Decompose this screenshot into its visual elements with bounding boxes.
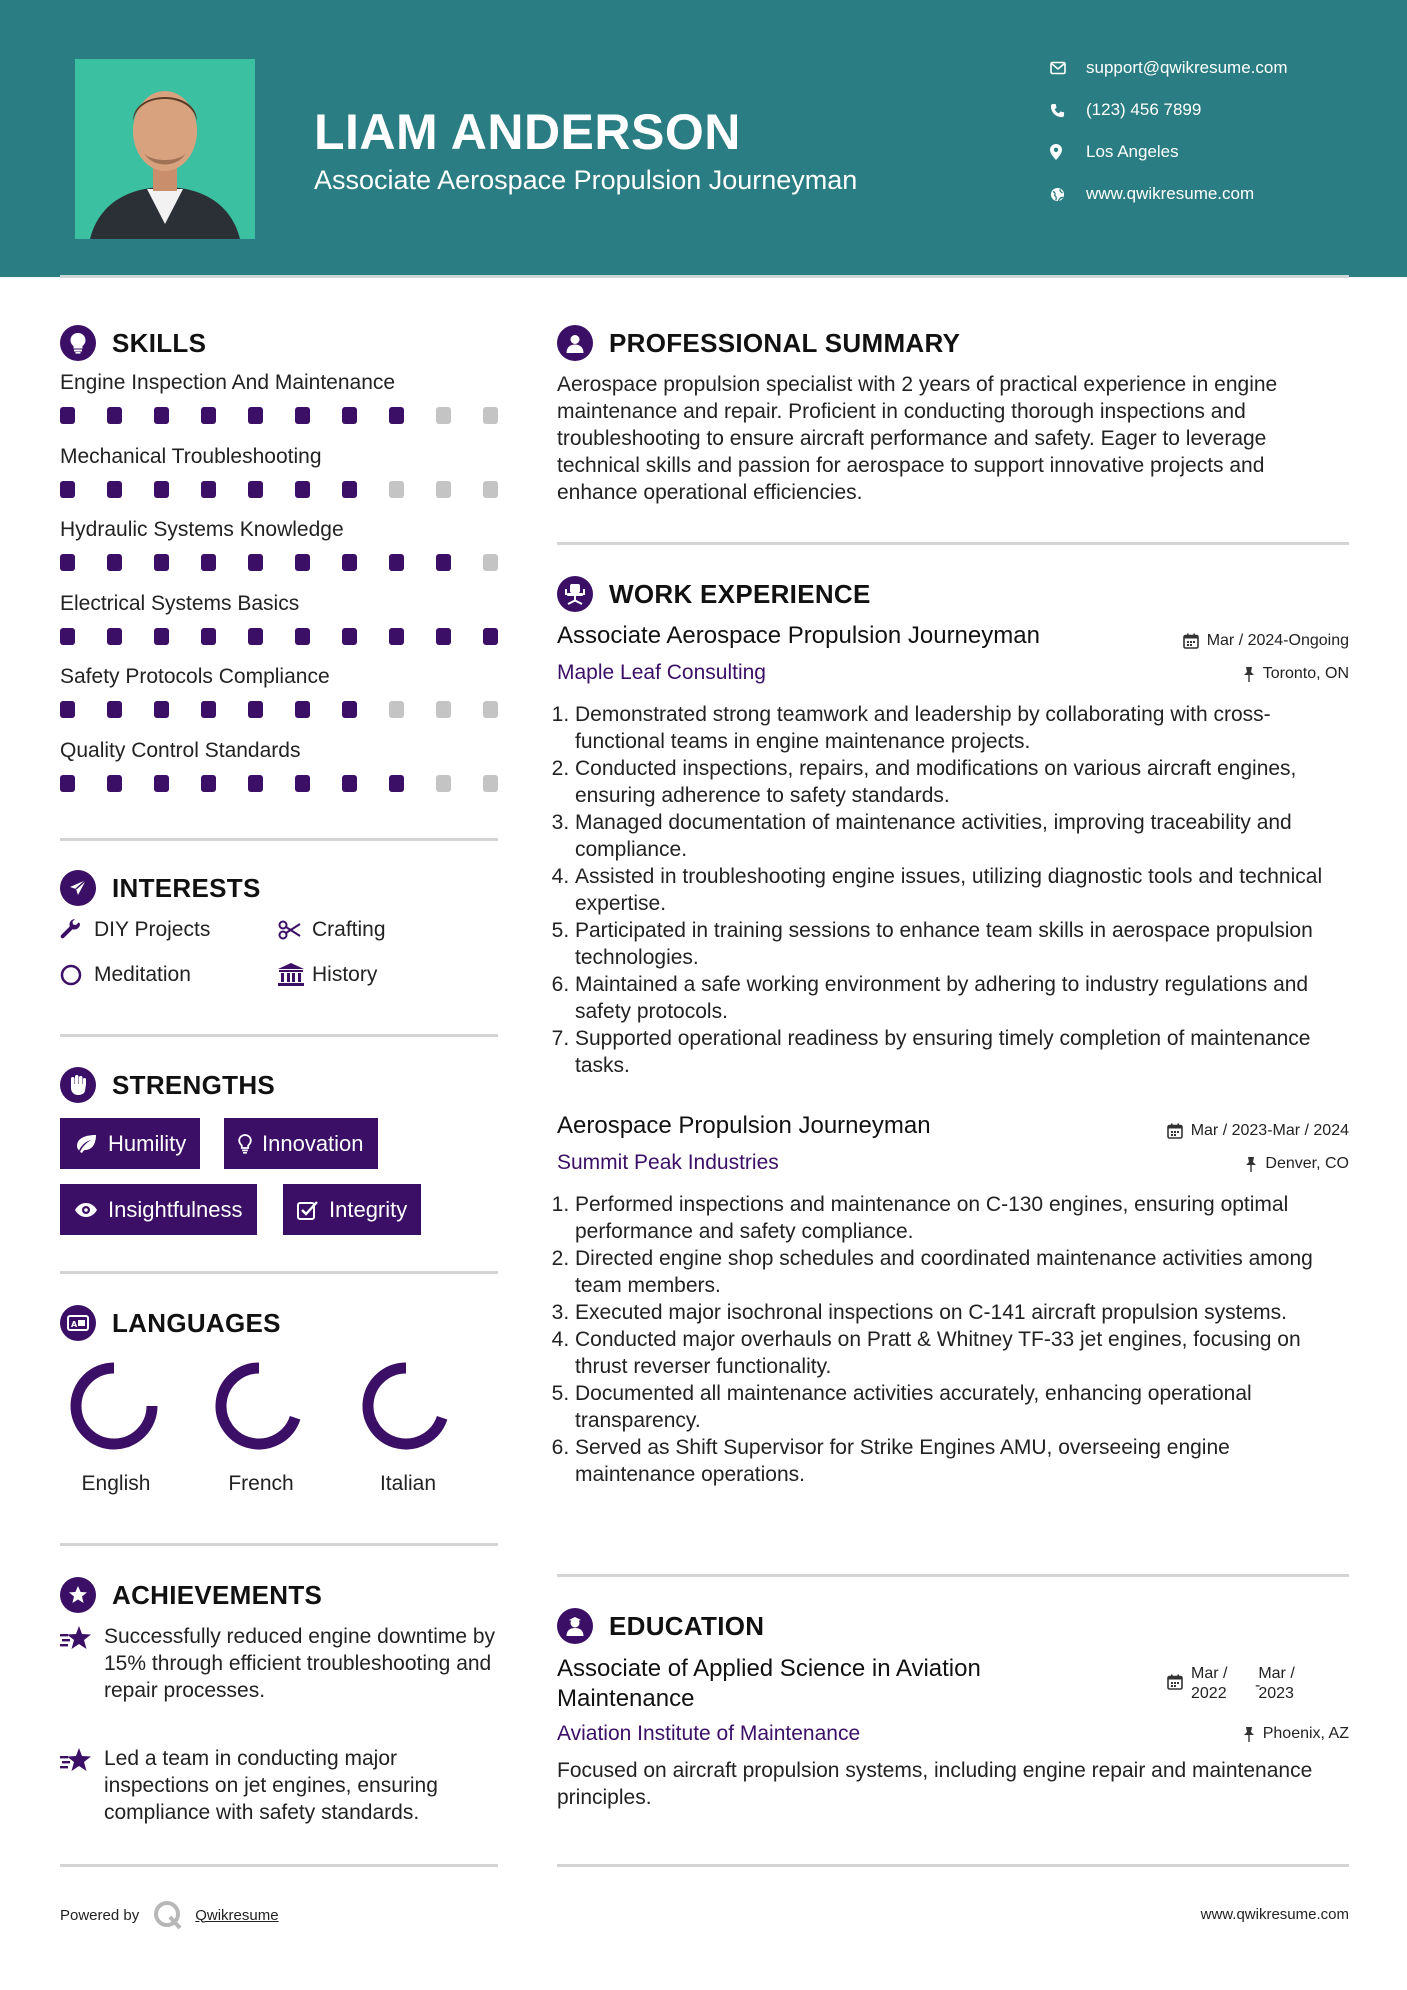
rating-dot-filled	[248, 407, 263, 424]
website-text: www.qwikresume.com	[1086, 184, 1255, 203]
job-dates	[1167, 1122, 1349, 1140]
contact-email[interactable]	[1050, 58, 1288, 78]
interest-label: History	[312, 963, 378, 986]
job-location	[1245, 1155, 1349, 1173]
language-ring	[213, 1360, 305, 1457]
person-avatar-icon	[75, 59, 255, 239]
divider	[60, 1543, 498, 1546]
strength-badge	[224, 1118, 378, 1169]
strength-badge	[60, 1118, 200, 1169]
interests-heading	[60, 870, 261, 906]
skill-name: Mechanical Troubleshooting	[60, 444, 322, 468]
rating-dot-filled	[60, 407, 75, 424]
email-text: support@qwikresume.com	[1086, 58, 1288, 77]
strength-label: Innovation	[262, 1130, 364, 1156]
svg-text:A: A	[71, 1320, 78, 1329]
rating-dot-filled	[342, 554, 357, 571]
experience-title: WORK EXPERIENCE	[609, 578, 871, 609]
job-title: Associate Aerospace Propulsion Journeyman	[557, 622, 1040, 649]
degree-title	[557, 1654, 981, 1714]
rating-dot-filled	[201, 407, 216, 424]
achievements-heading	[60, 1577, 322, 1613]
header-banner	[0, 0, 1407, 277]
rating-dot-filled	[436, 628, 451, 645]
rating-dot-filled	[107, 701, 122, 718]
job-dates-text: Mar / 2024-Ongoing	[1206, 632, 1349, 649]
experience-heading	[557, 576, 871, 612]
divider	[60, 1864, 498, 1867]
rating-dot-filled	[154, 481, 169, 498]
job-dates-text: Mar / 2023-Mar / 2024	[1190, 1122, 1349, 1139]
rating-dot-filled	[295, 701, 310, 718]
skill-rating	[60, 407, 498, 424]
rating-dot-empty	[389, 481, 404, 498]
contact-phone[interactable]	[1050, 100, 1201, 120]
qwikresume-logo-icon	[153, 1900, 183, 1930]
skills-title: SKILLS	[112, 327, 207, 358]
divider	[60, 1271, 498, 1274]
rating-dot-filled	[295, 407, 310, 424]
skill-rating	[60, 481, 498, 498]
divider	[557, 1574, 1349, 1577]
footer-website[interactable]: www.qwikresume.com	[1200, 1906, 1349, 1923]
job-bullet: 1. Demonstrated strong teamwork and leadership by collaborating with cross-functional teams in engine maintenance projects.	[575, 701, 1347, 755]
education-location	[1243, 1725, 1349, 1743]
achievements-title: ACHIEVEMENTS	[112, 1579, 323, 1610]
language-arc	[221, 1368, 295, 1444]
rating-dot-filled	[201, 775, 216, 792]
globe-icon	[1050, 187, 1086, 202]
language-level-arc	[68, 1360, 160, 1452]
skill-name: Quality Control Standards	[60, 738, 301, 762]
rating-dot-empty	[483, 701, 498, 718]
languages-heading	[60, 1305, 281, 1341]
rating-dot-empty	[389, 701, 404, 718]
date-end	[1258, 1664, 1294, 1704]
skill-name: Safety Protocols Compliance	[60, 665, 330, 688]
fist-icon	[60, 1067, 96, 1103]
skills-heading	[60, 325, 206, 361]
calendar-icon	[1183, 633, 1199, 649]
rating-dot-filled	[248, 701, 263, 718]
language-label: French	[228, 1472, 294, 1495]
skill-name: Electrical Systems Basics	[60, 591, 300, 615]
divider	[60, 1034, 498, 1037]
scissors-icon	[278, 920, 312, 940]
header-divider	[60, 275, 1349, 278]
rating-dot-filled	[201, 628, 216, 645]
rating-dot-empty	[483, 554, 498, 571]
rating-dot-empty	[483, 407, 498, 424]
rating-dot-filled	[107, 554, 122, 571]
rating-dot-empty	[436, 775, 451, 792]
pushpin-icon	[1243, 1726, 1255, 1742]
job-title: Aerospace Propulsion Journeyman	[557, 1112, 931, 1139]
job-bullet: 4. Assisted in troubleshooting engine issues, utilizing diagnostic tools and technical expertise.	[575, 863, 1347, 917]
summary-title: PROFESSIONAL SUMMARY	[609, 327, 961, 358]
rating-dot-filled	[342, 481, 357, 498]
brand-link[interactable]: Qwikresume	[195, 1906, 279, 1924]
school-name: Aviation Institute of Maintenance	[557, 1722, 861, 1745]
language-arc	[76, 1368, 152, 1444]
calendar-icon	[1167, 1123, 1183, 1139]
job-bullets	[557, 701, 1347, 1079]
language-level-arc	[213, 1360, 305, 1452]
job-location	[1243, 665, 1349, 683]
language-ring	[68, 1360, 160, 1457]
job-bullet: 4. Conducted major overhauls on Pratt & Whitney TF-33 jet engines, focusing on thrust reverser functionality.	[575, 1326, 1347, 1380]
degree-line: Associate of Applied Science in Aviation	[557, 1655, 981, 1682]
rating-dot-filled	[107, 407, 122, 424]
degree-line: Maintenance	[557, 1685, 695, 1712]
candidate-title: Associate Aerospace Propulsion Journeyman	[314, 165, 858, 195]
museum-icon	[278, 963, 312, 987]
rating-dot-filled	[342, 775, 357, 792]
rating-dot-empty	[436, 701, 451, 718]
star-icon	[60, 1745, 104, 1826]
star-badge-icon	[60, 1577, 96, 1613]
interest-item	[60, 918, 210, 942]
rating-dot-filled	[389, 407, 404, 424]
date-part: Mar /	[1191, 1665, 1228, 1682]
lightbulb-icon	[60, 325, 96, 361]
interest-item	[278, 963, 377, 987]
user-icon	[557, 325, 593, 361]
check-square-icon	[297, 1200, 319, 1220]
contact-location	[1050, 142, 1179, 162]
job-bullet: 1. Performed inspections and maintenance on C-130 engines, ensuring optimal performance and safety compliance.	[575, 1191, 1347, 1245]
rating-dot-filled	[295, 481, 310, 498]
pushpin-icon	[1243, 666, 1255, 682]
skill-rating	[60, 775, 498, 792]
eye-icon	[74, 1202, 98, 1218]
strengths-heading	[60, 1067, 275, 1103]
rating-dot-empty	[436, 481, 451, 498]
education-heading	[557, 1608, 764, 1644]
skill-name: Hydraulic Systems Knowledge	[60, 518, 344, 541]
job-bullet: 3. Managed documentation of maintenance activities, improving traceability and compliance.	[575, 809, 1347, 863]
rating-dot-empty	[483, 481, 498, 498]
date-separator: -	[1255, 1677, 1261, 1694]
achievement-item	[60, 1745, 500, 1826]
date-start	[1191, 1664, 1255, 1704]
envelope-icon	[1050, 61, 1086, 75]
powered-by-text: Powered by	[60, 1906, 140, 1924]
education-location-text: Phoenix, AZ	[1262, 1725, 1349, 1742]
job-location-text: Denver, CO	[1265, 1155, 1349, 1172]
divider	[557, 542, 1349, 545]
skill-rating	[60, 554, 498, 571]
interest-label: Crafting	[312, 918, 386, 941]
rating-dot-filled	[201, 701, 216, 718]
job-location-text: Toronto, ON	[1262, 665, 1349, 682]
rating-dot-filled	[248, 628, 263, 645]
languages-title: LANGUAGES	[112, 1307, 281, 1338]
job-bullet: 7. Supported operational readiness by ensuring timely completion of maintenance tasks.	[575, 1025, 1347, 1079]
rating-dot-filled	[389, 628, 404, 645]
profile-photo	[75, 59, 255, 239]
strengths-title: STRENGTHS	[112, 1069, 276, 1100]
rating-dot-filled	[295, 554, 310, 571]
pushpin-icon	[1245, 1156, 1257, 1172]
rating-dot-filled	[154, 775, 169, 792]
interests-title: INTERESTS	[112, 872, 261, 903]
interest-item	[278, 918, 386, 942]
date-part: Mar /	[1258, 1665, 1295, 1682]
company-name: Summit Peak Industries	[557, 1151, 779, 1174]
rating-dot-filled	[295, 628, 310, 645]
rating-dot-filled	[60, 628, 75, 645]
rating-dot-filled	[342, 628, 357, 645]
interest-label: DIY Projects	[94, 918, 211, 941]
paper-plane-icon	[60, 870, 96, 906]
rating-dot-filled	[60, 701, 75, 718]
language-label: Italian	[379, 1472, 437, 1495]
strength-label: Integrity	[329, 1196, 408, 1222]
phone-icon	[1050, 103, 1086, 118]
rating-dot-filled	[342, 407, 357, 424]
rating-dot-empty	[436, 407, 451, 424]
id-card-icon	[60, 1305, 96, 1341]
rating-dot-filled	[389, 554, 404, 571]
rating-dot-filled	[60, 775, 75, 792]
interest-label: Meditation	[94, 963, 191, 986]
company-name: Maple Leaf Consulting	[557, 661, 766, 684]
education-description: Focused on aircraft propulsion systems, including engine repair and maintenance principles.	[557, 1759, 1313, 1809]
rating-dot-filled	[248, 775, 263, 792]
candidate-name: LIAM ANDERSON	[314, 104, 741, 160]
education-dates	[1167, 1664, 1295, 1704]
language-label: English	[81, 1472, 151, 1495]
job-bullet: 5. Participated in training sessions to enhance team skills in aerospace propulsion technologies.	[575, 917, 1347, 971]
rating-dot-filled	[295, 775, 310, 792]
strength-label: Insightfulness	[108, 1196, 243, 1222]
interest-item	[60, 963, 191, 987]
skill-name: Engine Inspection And Maintenance	[60, 371, 396, 394]
strength-label: Humility	[108, 1130, 187, 1156]
location-text: Los Angeles	[1086, 142, 1179, 161]
rating-dot-filled	[107, 775, 122, 792]
strength-badge	[283, 1184, 421, 1235]
rating-dot-filled	[154, 628, 169, 645]
job-bullet: 2. Directed engine shop schedules and coordinated maintenance activities among team members.	[575, 1245, 1347, 1299]
strength-badge	[60, 1184, 257, 1235]
contact-website[interactable]	[1050, 184, 1254, 204]
rating-dot-filled	[201, 554, 216, 571]
language-level-arc	[360, 1360, 452, 1452]
education-title: EDUCATION	[609, 1610, 765, 1641]
skill-rating	[60, 701, 498, 718]
graduate-icon	[557, 1608, 593, 1644]
language-arc	[368, 1368, 442, 1444]
rating-dot-filled	[201, 481, 216, 498]
divider	[557, 1864, 1349, 1867]
rating-dot-filled	[154, 554, 169, 571]
job-bullet: 6. Maintained a safe working environment by adhering to industry regulations and safety protocols.	[575, 971, 1347, 1025]
rating-dot-empty	[483, 775, 498, 792]
calendar-icon	[1167, 1664, 1183, 1704]
achievement-text: Led a team in conducting major inspections on jet engines, ensuring compliance with safety standards.	[104, 1747, 438, 1824]
leaf-icon	[74, 1134, 98, 1154]
wrench-icon	[60, 919, 94, 941]
job-bullet: 5. Documented all maintenance activities accurately, enhancing operational transparency.	[575, 1380, 1347, 1434]
rating-dot-filled	[154, 407, 169, 424]
date-part: 2023	[1258, 1685, 1294, 1702]
rating-dot-filled	[60, 554, 75, 571]
job-bullets	[557, 1191, 1347, 1488]
date-part: 2022	[1191, 1685, 1227, 1702]
divider	[60, 838, 498, 841]
rating-dot-filled	[154, 701, 169, 718]
footer-powered-by	[60, 1900, 279, 1930]
phone-text: (123) 456 7899	[1086, 100, 1202, 119]
skill-rating	[60, 628, 498, 645]
job-bullet: 2. Conducted inspections, repairs, and modifications on various aircraft engines, ensuring adherence to safety standards.	[575, 755, 1347, 809]
achievement-text: Successfully reduced engine downtime by 15% through efficient troubleshooting and repair processes.	[104, 1625, 496, 1702]
rating-dot-filled	[60, 481, 75, 498]
star-icon	[60, 1623, 104, 1704]
achievement-item	[60, 1623, 500, 1704]
rating-dot-filled	[248, 481, 263, 498]
language-ring	[360, 1360, 452, 1457]
rating-dot-filled	[389, 775, 404, 792]
rating-dot-filled	[107, 481, 122, 498]
rating-dot-filled	[436, 554, 451, 571]
rating-dot-filled	[483, 628, 498, 645]
circle-icon	[60, 964, 94, 986]
lightbulb-icon	[238, 1134, 252, 1154]
rating-dot-filled	[107, 628, 122, 645]
map-pin-icon	[1050, 144, 1086, 160]
job-dates	[1183, 632, 1349, 650]
office-chair-icon	[557, 576, 593, 612]
job-bullet: 6. Served as Shift Supervisor for Strike Engines AMU, overseeing engine maintenance operations.	[575, 1434, 1347, 1488]
rating-dot-filled	[248, 554, 263, 571]
job-bullet: 3. Executed major isochronal inspections on C-141 aircraft propulsion systems.	[575, 1299, 1347, 1326]
summary-heading	[557, 325, 960, 361]
summary-text: Aerospace propulsion specialist with 2 years of practical experience in engine maintenance and repair. Proficient in conducting thorough inspections and troubleshooting to ensure aircraft performance and safety. Eager to leverage technical skills and passion for aerospace to support innovative projects and enhance operational efficiencies.	[557, 373, 1278, 504]
rating-dot-filled	[342, 701, 357, 718]
